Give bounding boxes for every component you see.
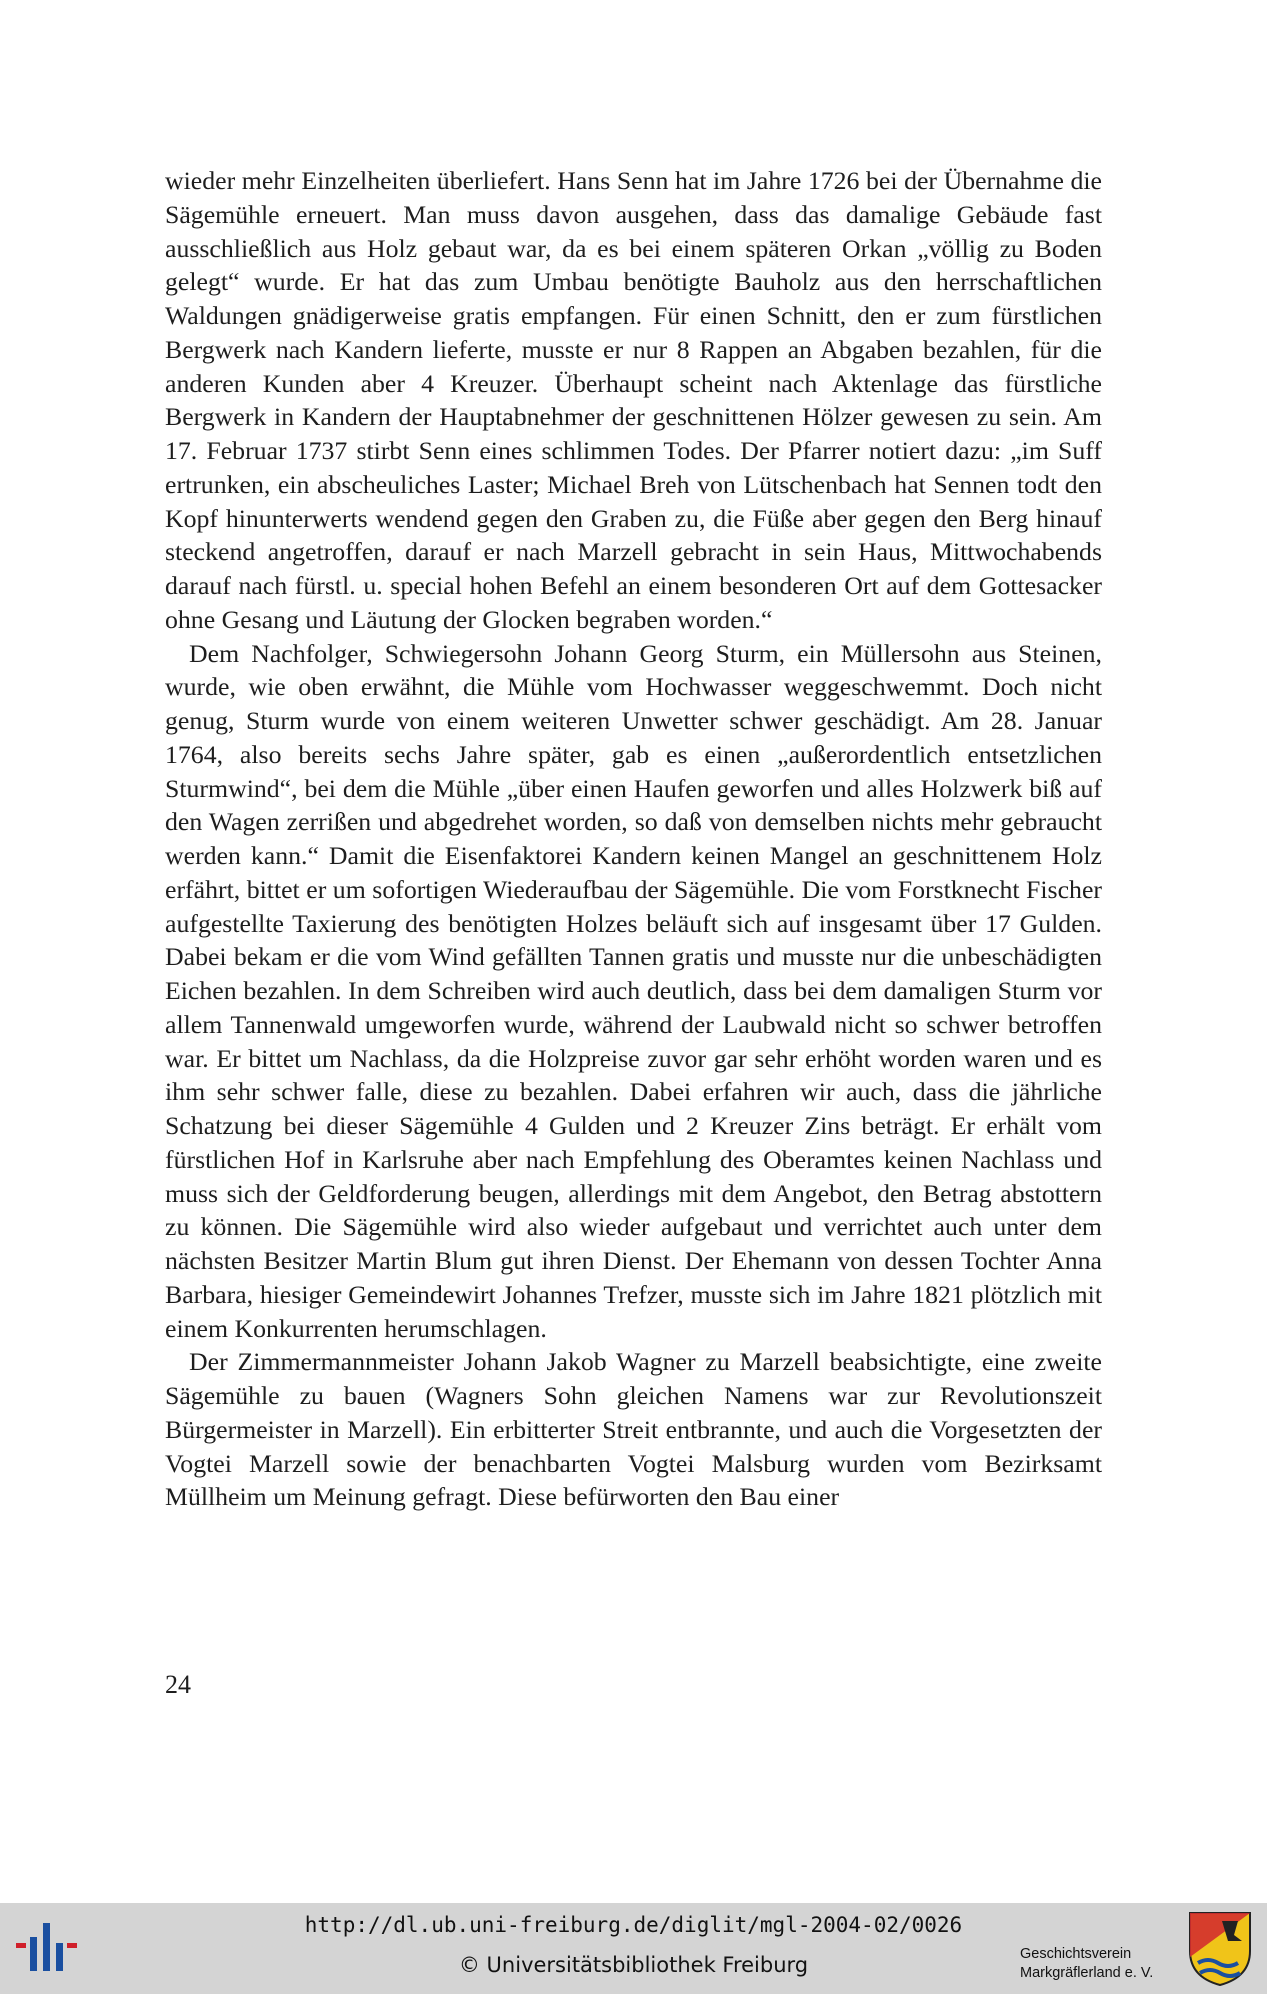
footer-url-link[interactable]: http://dl.ub.uni-freiburg.de/diglit/mgl-2004-02/0026 xyxy=(304,1913,963,1937)
society-name xyxy=(1020,1945,1180,1983)
footer-copyright: © Universitätsbibliothek Freiburg xyxy=(458,1953,809,1977)
body-text xyxy=(165,164,1102,1514)
page-number: 24 xyxy=(165,1670,191,1699)
society-name-line-2: Markgräflerland e. V. xyxy=(1020,1965,1154,1981)
coat-of-arms-icon xyxy=(1188,1911,1252,1987)
paragraph-3: Der Zimmermannmeister Johann Jakob Wagner zu Marzell beabsichtigte, eine zweite Sägemühle zu bauen (Wagners Sohn gleichen Namens war zur Revolutionszeit Bürgermeister in Marzell). Ein erbitterter Streit entbrannte, und auch die Vorgesetzten der Vogtei Marzell sowie der benachbarten Vogtei Malsburg wurden vom Bezirksamt Müllheim um Meinung gefragt. Diese befürworten den Bau einer xyxy=(165,1347,1102,1512)
paragraph-2: Dem Nachfolger, Schwiegersohn Johann Georg Sturm, ein Müllersohn aus Steinen, wurde, wie oben erwähnt, die Mühle vom Hochwasser weggeschwemmt. Doch nicht genug, Sturm wurde von einem weiteren Unwetter schwer geschädigt. Am 28. Januar 1764, also bereits sechs Jahre später, gab es einen „außerordentlich entsetzlichen Sturmwind“, bei dem die Mühle „über einen Haufen geworfen und alles Holzwerk biß auf den Wagen zerrißen und abgedrehet worden, so daß von demselben nichts mehr gebraucht werden kann.“ Damit die Eisenfaktorei Kandern keinen Mangel an geschnittenem Holz erfährt, bittet er um sofortigen Wiederaufbau der Sägemühle. Die vom Forstknecht Fischer aufgestellte Taxierung des benötigten Holzes beläuft sich auf insgesamt über 17 Gulden. Dabei bekam er die vom Wind gefällten Tannen gratis und musste nur die unbeschädigten Eichen bezahlen. In dem Schreiben wird auch deutlich, dass bei dem damaligen Sturm vor allem Tannenwald umgeworfen wurde, während der Laubwald nicht so schwer betroffen war. Er bittet um Nachlass, da die Holzpreise zuvor gar sehr erhöht worden waren und es ihm sehr schwer falle, diese zu bezahlen. Dabei erfahren wir auch, dass die jährliche Schatzung bei dieser Sägemühle 4 Gulden und 2 Kreuzer Zins beträgt. Er erhält vom fürstlichen Hof in Karlsruhe aber nach Empfehlung des Oberamtes keinen Nachlass und muss sich der Geldforderung beugen, allerdings mit dem Angebot, den Betrag abstottern zu können. Die Sägemühle wird also wieder aufgebaut und verrichtet auch unter dem nächsten Besitzer Martin Blum gut ihren Dienst. Der Ehemann von dessen Tochter Anna Barbara, hiesiger Gemeindewirt Johannes Trefzer, musste sich im Jahre 1821 plötzlich mit einem Konkurrenten herumschlagen. xyxy=(165,638,1102,1343)
paragraph-1: wieder mehr Einzelheiten überliefert. Hans Senn hat im Jahre 1726 bei der Übernahme die Sägemühle erneuert. Man muss davon ausgehen, dass das damalige Gebäude fast ausschließlich aus Holz gebaut war, da es bei einem späteren Orkan „völlig zu Boden gelegt“ wurde. Er hat das zum Umbau benötigte Bauholz aus den herrschaftlichen Waldungen gnädigerweise gratis empfangen. Für einen Schnitt, den er zum fürstlichen Bergwerk nach Kandern lieferte, musste er nur 8 Rappen an Abgaben bezahlen, für die anderen Kunden aber 4 Kreuzer. Überhaupt scheint nach Aktenlage das fürstliche Bergwerk in Kandern der Hauptabnehmer der geschnittenen Hölzer gewesen zu sein. Am 17. Februar 1737 stirbt Senn eines schlimmen Todes. Der Pfarrer notiert dazu: „im Suff ertrunken, ein abscheuliches Laster; Michael Breh von Lütschenbach hat Sennen todt den Kopf hinunterwerts wendend gegen den Graben zu, die Füße aber gegen den Berg hinauf steckend angetroffen, darauf er nach Marzell gebracht in sein Haus, Mittwochabends darauf nach fürstl. u. special hohen Befehl an einem besonderen Ort auf dem Gottesacker ohne Gesang und Läutung der Glocken begraben worden.“ xyxy=(165,166,1102,634)
footer-bar xyxy=(0,1903,1267,1994)
society-name-line-1: Geschichtsverein xyxy=(1020,1946,1132,1962)
